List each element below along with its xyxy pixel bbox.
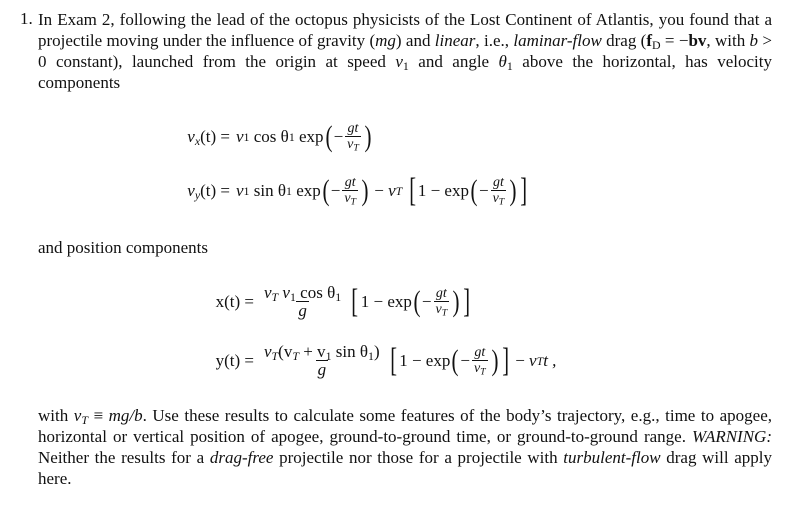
position-intro-text: and position components: [38, 238, 208, 257]
equation-vy: $v_y(t)$ = v 1 sin θ 1 exp ( − $\frac{gt}{v_T}$ ) − v T [ 1 − exp ( − $\frac{gt}{v_T}$ ) ]: [187, 172, 528, 209]
intro-paragraph: In Exam 2, following the lead of the octopus physicists of the Lost Continent of Atlantis, you found that a projectile moving under the influence of gravity (mg) and linear, i.e., laminar-flow drag ($f_D = -bv$, with b > 0 constant), launched from the origin at speed $v_1$ and angle $\theta_1$ above the horizontal, has velocity components: [38, 10, 772, 92]
equation-vx: $v_x(t)$ = v 1 cos θ 1 exp ( − $\frac{gt}{v_T}$ ): [187, 120, 372, 154]
problem-number: 1.: [20, 9, 33, 28]
equation-y: y(t) = $\frac{v_T(v_T + v_1 \sin \theta_1)}{g}$ [ 1 − exp ( − $\frac{gt}{v_T}$ ) ] − v T t ,: [215, 341, 557, 379]
equation-x: x(t) = $\frac{v_T v_1 \cos \theta_1}{g}$ [ 1 − exp ( − $\frac{gt}{v_T}$ ) ]: [215, 282, 471, 320]
closing-paragraph: with $v_T \equiv mg/b$. Use these results to calculate some features of the body’s trajectory, e.g., time to apogee, horizontal or vertical position of apogee, ground-to-ground time, or ground-to-ground range. WARNING: Neither the results for a drag-free projectile nor those for a projectile with turbulent-flow drag will apply here.: [38, 406, 773, 488]
